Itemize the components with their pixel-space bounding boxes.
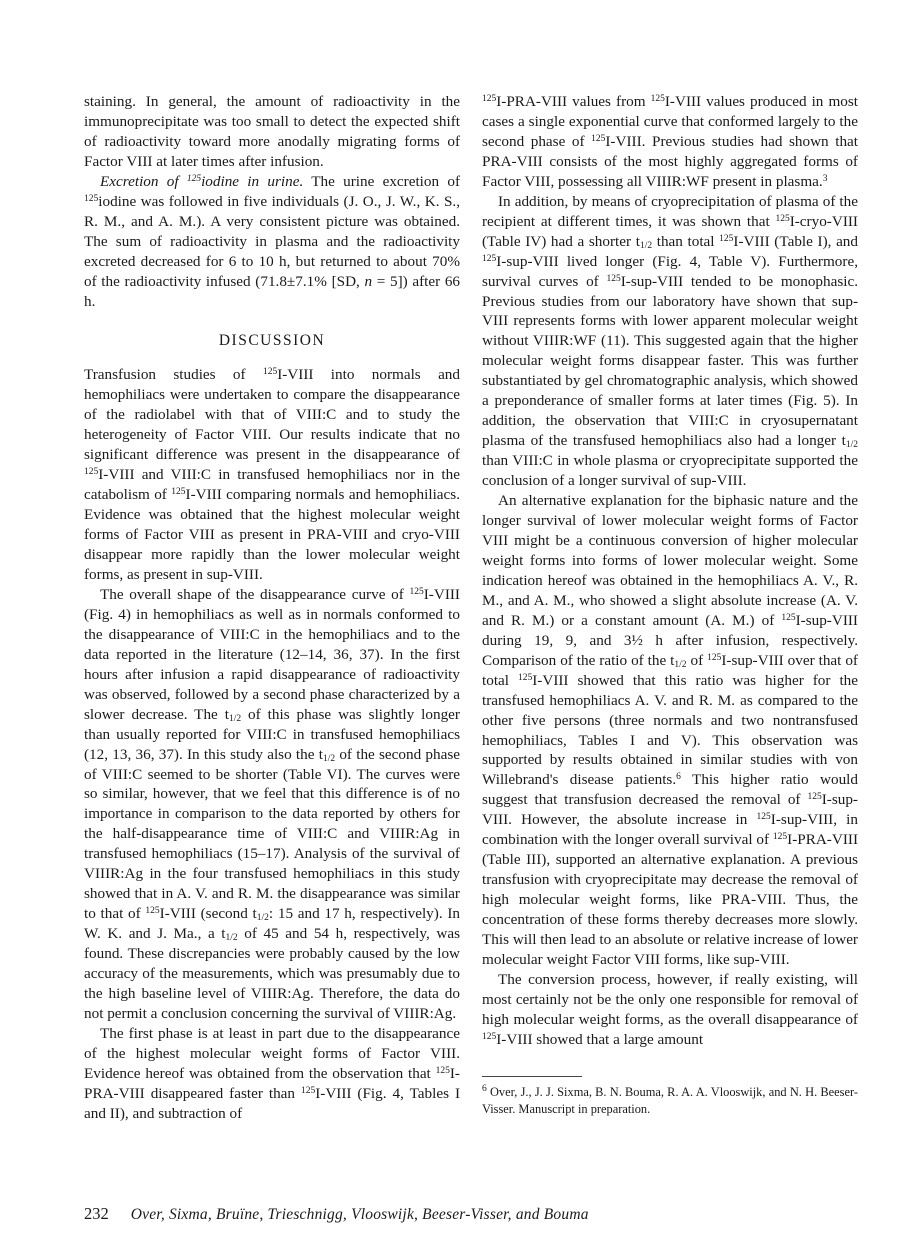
subsection-title-excretion: Excretion of $^{125}$iodine in urine. (100, 172, 304, 190)
left-column (84, 92, 460, 1124)
footnote-marker: 6 (482, 1084, 487, 1094)
footnote-ref: 3 (822, 173, 828, 184)
section-heading-discussion: DISCUSSION (218, 332, 326, 350)
paragraph-first-phase: The first phase is at least in part due to the disappearance of the highest molecular weight forms of Factor VIII. Evidence hereof was obtained from the observation that $^{125}$I-PRA-VIII disappeared faster than $^{125}$I-VIII (Fig. 4, Tables I and II), and subtraction of (84, 1024, 460, 1122)
footnote (482, 1084, 858, 1118)
paragraph-cryoprecipitation: In addition, by means of cryoprecipitation of plasma of the recipient at different times, it was shown that $^{125}$I-cryo-VIII (Table IV) had a shorter $t_{1/2}$ than total $^{125}$I-VIII (Table I), and $^{125}$I-sup-VIII lived longer (Fig. 4, Table V). Furthermore, survival curves of $^{125}$I-sup-VIII tended to be monophasic. Previous studies from our laboratory have shown that sup-VIII represents forms with lower apparent molecular weight without VIIIR:WF (11). This suggested again that the higher molecular weight forms disappear faster. This was further substantiated by gel chromatographic analysis, which showed a preponderance of smaller forms at later times (Fig. 5). In addition, the observation that VIII:C in cryosupernatant plasma of the transfused hemophiliacs also had a longer $t_{1/2}$ than VIII:C in whole plasma or cryoprecipitate supported the conclusion of a longer survival of sup-VIII. (482, 192, 859, 490)
footnote-text: Over, J., J. J. Sixma, B. N. Bouma, R. A. A. Vlooswijk, and N. H. Beeser-Visser. Manuscript in preparation. (482, 1085, 858, 1116)
page-number: 232 (84, 1204, 109, 1223)
right-column (482, 92, 858, 1050)
page-footer (84, 1204, 864, 1224)
paragraph-overall-shape: The overall shape of the disappearance curve of $^{125}$I-VIII (Fig. 4) in hemophiliacs as well as in normals conformed to the disappearance of VIII:C in the hemophiliacs and to the data reported in the literature (12–14, 36, 37). In the first hours after infusion a rapid disappearance of radioactivity was observed, followed by a second phase characterized by a slower decrease. The $t_{1/2}$ of this phase was slightly longer than usually reported for VIII:C in transfused hemophiliacs (12, 13, 36, 37). In this study also the $t_{1/2}$ of the second phase of VIII:C seemed to be shorter (Table VI). The curves were so similar, however, that we feel that this difference is of no importance in comparison to the data reported by others for the half-disappearance time of VIII:C and VIIIR:Ag in transfused hemophiliacs (15–17). Analysis of the survival of VIIIR:Ag in the four transfused hemophiliacs in this study showed that in A. V. and R. M. the disappearance was similar to that of $^{125}$I-VIII (second $t_{1/2}$: 15 and 17 h, respectively). In W. K. and J. Ma., a $t_{1/2}$ of 45 and 54 h, respectively, was found. These discrepancies were probably caused by the low accuracy of the measurements, which was presumably due to the high baseline level of VIIIR:Ag. Therefore, the data do not permit a conclusion concerning the survival of VIIIR:Ag. (84, 585, 461, 1022)
footnote-ref: 6 (676, 772, 681, 783)
paragraph-continued: $^{125}$I-PRA-VIII values from $^{125}$I-VIII values produced in most cases a single exponential curve that conformed largely to the second phase of $^{125}$I-VIII. Previous studies had shown that PRA-VIII consists of the most highly aggregated forms of Factor VIII, possessing all VIIIR:WF present in plasma.$^3$ (482, 93, 858, 190)
paragraph-conversion: The conversion process, however, if really existing, will most certainly not be the only one responsible for removal of high molecular weight forms, as the overall disappearance of $^{125}$I-VIII showed that a large amount (482, 970, 858, 1048)
footnote-divider (482, 1076, 582, 1077)
paragraph-alternative-explanation: An alternative explanation for the biphasic nature and the longer survival of lower molecular weight forms of Factor VIII might be a continuous conversion of higher molecular weight forms into forms of lower molecular weight. Some indication hereof was obtained in the hemophiliacs A. V., R. M., and A. M., who showed a slight absolute increase (A. V. and R. M.) or a constant amount (A. M.) of $^{125}$I-sup-VIII during 19, 9, and 3½ h after infusion, respectively. Comparison of the ratio of the $t_{1/2}$ of $^{125}$I-sup-VIII over that of total $^{125}$I-VIII showed that this ratio was higher for the transfused hemophiliacs A. V. and R. M. as compared to the other five persons (three normals and two nontransfused hemophiliacs, Tables I and V). This observation was supported by results obtained in similar studies with von Willebrand's disease patients.$^6$ This higher ratio would suggest that transfusion decreased the removal of $^{125}$I-sup-VIII. However, the absolute increase in $^{125}$I-sup-VIII, in combination with the longer overall survival of $^{125}$I-PRA-VIII (Table III), supported an alternative explanation. A previous transfusion with cryoprecipitate may decrease the removal of high molecular weight forms, like PRA-VIII. Thus, the concentration of these forms thereby decreases more slowly. This will then lead to an absolute or relative increase of lower molecular weight Factor VIII forms, like sup-VIII. (482, 492, 858, 968)
running-authors: Over, Sixma, Bruïne, Trieschnigg, Vlooswijk, Beeser-Visser, and Bouma (130, 1206, 589, 1223)
paragraph-discussion-intro: Transfusion studies of $^{125}$I-VIII into normals and hemophiliacs were undertaken to compare the disappearance of the radiolabel with that of VIII:C and to study the heterogeneity of Factor VIII. Our results indicate that no significant difference was present in the disappearance of $^{125}$I-VIII and VIII:C in transfused hemophiliacs nor in the catabolism of $^{125}$I-VIII comparing normals and hemophiliacs. Evidence was obtained that the highest molecular weight forms of Factor VIII as present in PRA-VIII and cryo-VIII disappear more rapidly than the lower molecular weight forms, as present in sup-VIII. (84, 366, 460, 583)
paragraph-excretion: Excretion of $^{125}$iodine in urine. The urine excretion of $^{125}$iodine was followed in five individuals (J. O., J. W., K. S., R. M., and A. M.). A very consistent picture was obtained. The sum of radioactivity in plasma and the radioactivity excreted decreased for 6 to 10 h, but returned to about 70% of the radioactivity infused (71.8±7.1% [SD, n = 5]) after 66 h. (84, 172, 461, 310)
paragraph-staining: staining. In general, the amount of radioactivity in the immunoprecipitate was too small to detect the expected shift of radioactivity toward more anodally migrating forms of Factor VIII at later times after infusion. (84, 93, 460, 170)
